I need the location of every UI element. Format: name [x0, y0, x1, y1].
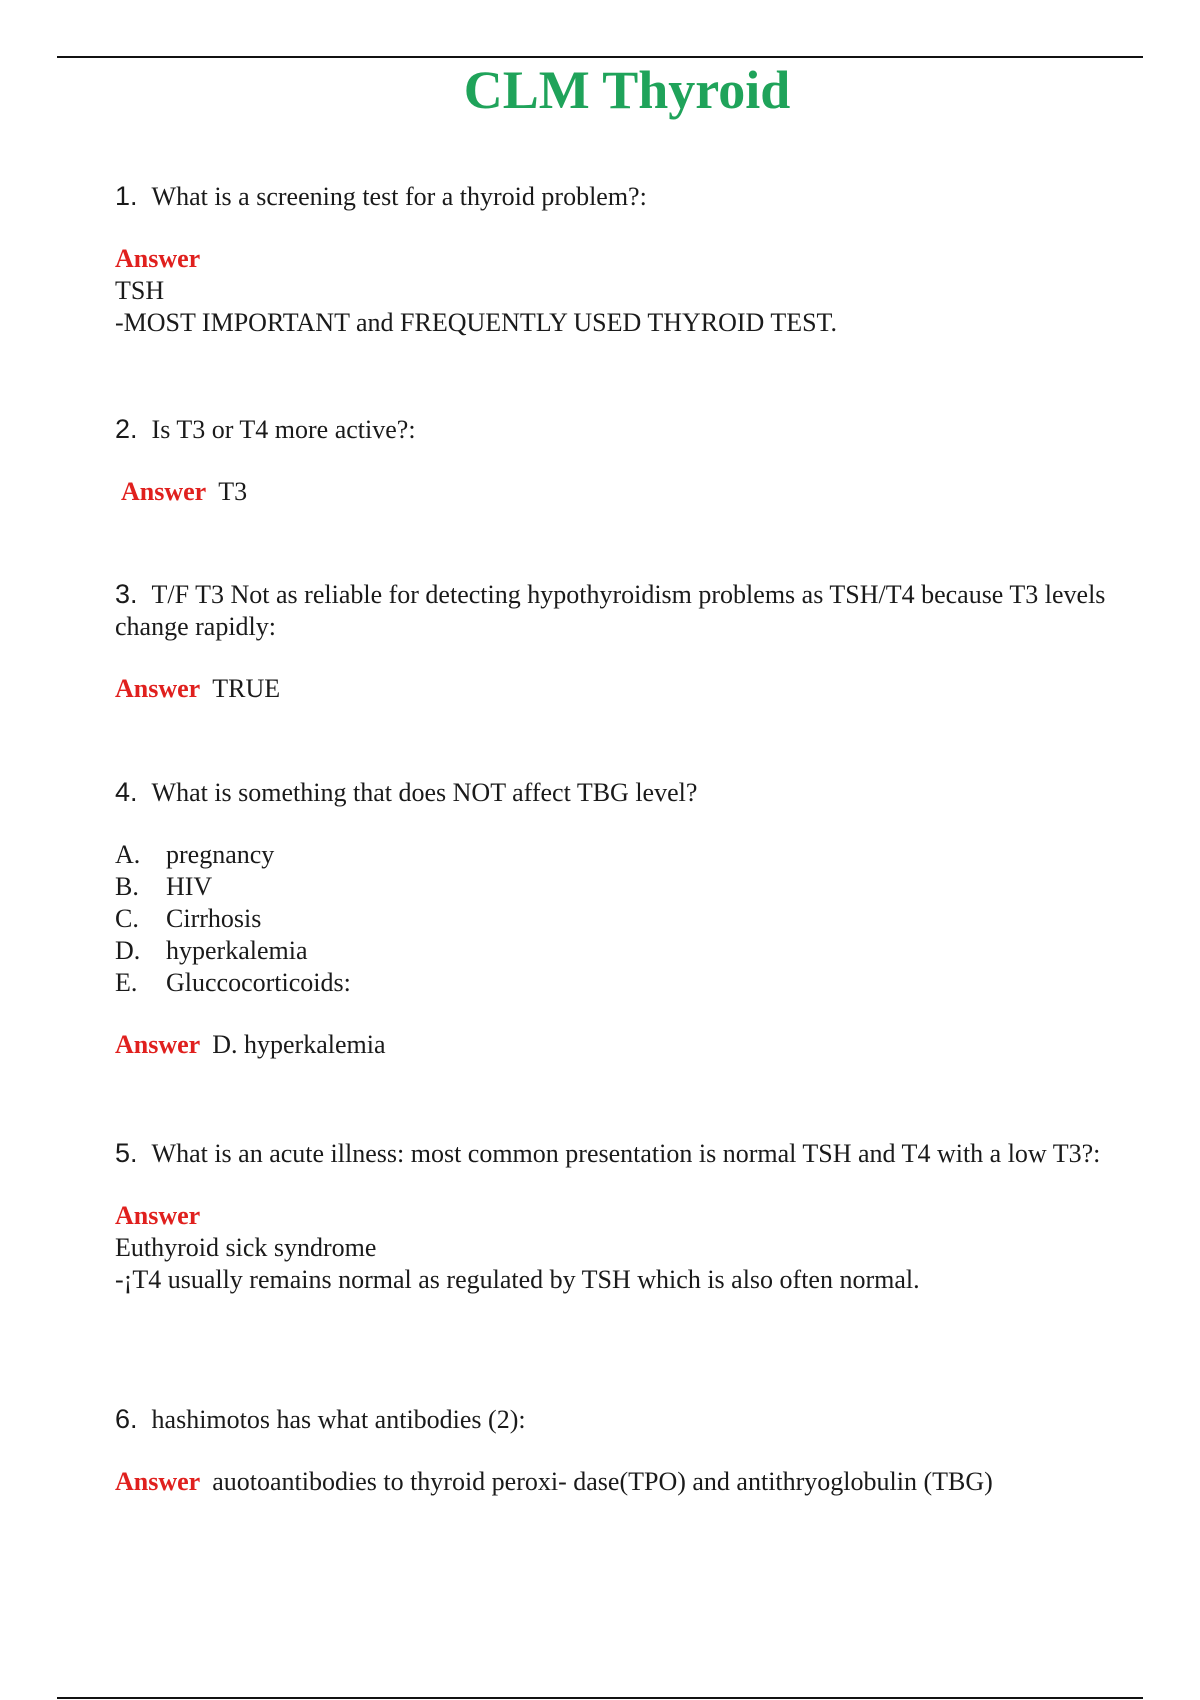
question-number: 1.: [115, 181, 138, 211]
question-text-block: [115, 1403, 1125, 1436]
answer-text: auotoantibodies to thyroid peroxi- dase(TPO) and antithryoglobulin (TBG): [212, 1467, 993, 1496]
answer-block: [115, 673, 1125, 705]
question-text-block: [115, 413, 1125, 446]
question-text-block: [115, 1137, 1125, 1170]
answer-text-line-2: -MOST IMPORTANT and FREQUENTLY USED THYROID TEST.: [115, 308, 838, 337]
answer-block: [121, 476, 1125, 508]
question-number: 2.: [115, 414, 138, 444]
question-number: 6.: [115, 1404, 138, 1434]
option-letter: C.: [115, 904, 139, 933]
question-text-block: [115, 180, 1125, 213]
answer-label: Answer: [115, 674, 201, 703]
question-item-2: [115, 413, 1125, 508]
option-text: hyperkalemia: [166, 936, 308, 965]
answer-label: Answer: [115, 1030, 201, 1059]
question-item-1: [115, 180, 1125, 339]
answer-text-line-1: TSH: [115, 276, 165, 305]
question-number: 5.: [115, 1138, 138, 1168]
answer-label: Answer: [115, 1467, 201, 1496]
answer-options-list: [115, 839, 1125, 999]
option-item: [115, 967, 1125, 999]
option-text: Cirrhosis: [166, 904, 262, 933]
answer-text: T3: [218, 477, 248, 506]
answer-text-line-1: Euthyroid sick syndrome: [115, 1233, 377, 1262]
answer-label: Answer: [115, 244, 201, 273]
option-text: HIV: [166, 872, 213, 901]
question-text: What is a screening test for a thyroid problem?:: [151, 182, 647, 211]
option-item: [115, 903, 1125, 935]
option-text: Gluccocorticoids:: [166, 968, 351, 997]
option-letter: B.: [115, 872, 139, 901]
option-item: [115, 935, 1125, 967]
question-text: What is something that does NOT affect TBG level?: [151, 778, 698, 807]
answer-block: [115, 1466, 1125, 1498]
answer-block: [115, 1029, 1125, 1061]
answer-block: [115, 243, 1125, 339]
answer-text-line-2: -¡T4 usually remains normal as regulated by TSH which is also often normal.: [115, 1265, 920, 1294]
answer-text: TRUE: [212, 674, 281, 703]
bottom-rule: [57, 1697, 1143, 1699]
option-letter: E.: [115, 968, 138, 997]
option-text: pregnancy: [166, 840, 275, 869]
question-text: What is an acute illness: most common presentation is normal TSH and T4 with a low T3?:: [151, 1139, 1101, 1168]
answer-block: [115, 1200, 1125, 1296]
question-item-5: [115, 1137, 1125, 1296]
question-text: hashimotos has what antibodies (2):: [151, 1405, 526, 1434]
question-text-block: [115, 578, 1125, 643]
question-text: Is T3 or T4 more active?:: [151, 415, 416, 444]
answer-label: Answer: [121, 477, 207, 506]
option-item: [115, 839, 1125, 871]
option-item: [115, 871, 1125, 903]
answer-label: Answer: [115, 1201, 201, 1230]
question-item-6: [115, 1403, 1125, 1498]
option-letter: A.: [115, 840, 141, 869]
option-letter: D.: [115, 936, 141, 965]
question-item-3: [115, 578, 1125, 705]
question-number: 3.: [115, 579, 138, 609]
question-number: 4.: [115, 777, 138, 807]
question-text: T/F T3 Not as reliable for detecting hypothyroidism problems as TSH/T4 because T3 levels change rapidly:: [115, 580, 1106, 641]
question-item-4: [115, 776, 1125, 1061]
answer-text: D. hyperkalemia: [212, 1030, 386, 1059]
document-title: CLM Thyroid: [463, 60, 791, 120]
question-text-block: [115, 776, 1125, 809]
